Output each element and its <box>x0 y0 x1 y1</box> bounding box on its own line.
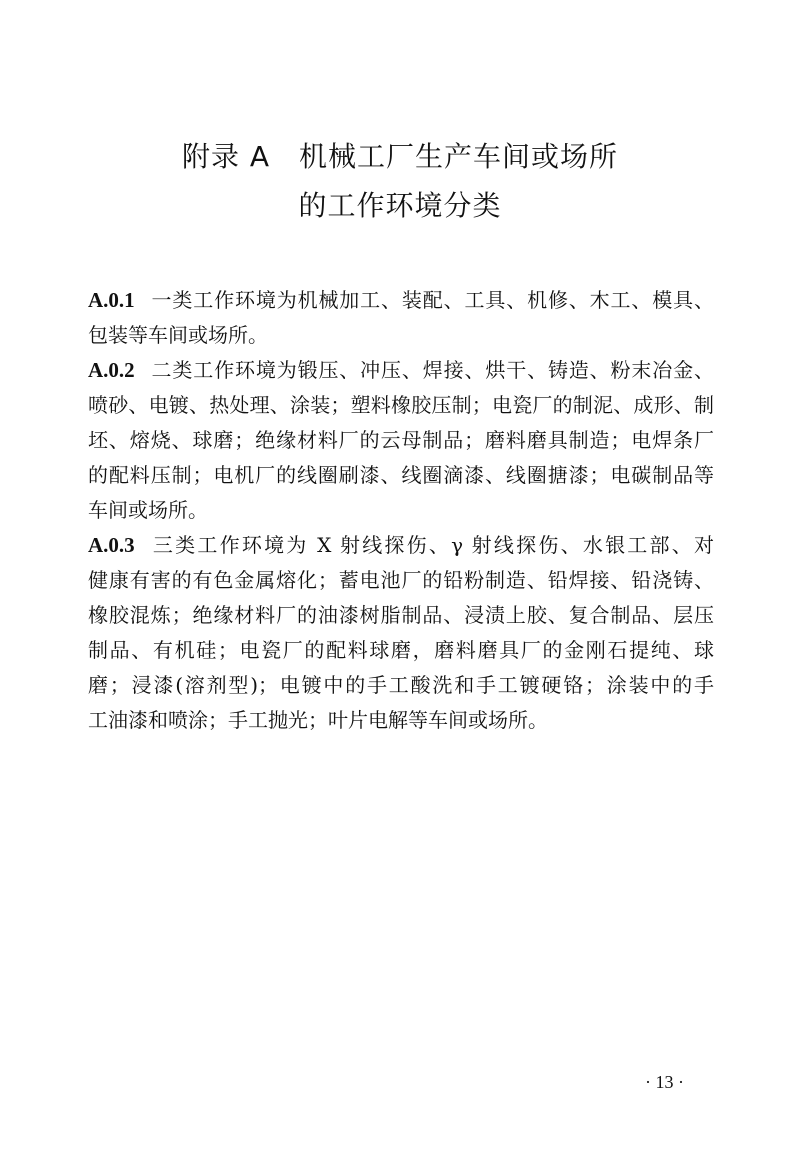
paragraph-line: 坯、熔烧、球磨；绝缘材料厂的云母制品；磨料磨具制造；电焊条厂 <box>88 428 714 452</box>
paragraph-line: 健康有害的有色金属熔化；蓄电池厂的铅粉制造、铅焊接、铅浇铸、 <box>88 568 714 592</box>
paragraph-line: 工油漆和喷涂；手工抛光；叶片电解等车间或场所。 <box>88 708 548 732</box>
clause-text: 一类工作环境为机械加工、装配、工具、机修、木工、模具、 <box>150 288 714 312</box>
page-number: · 13 · <box>645 1072 684 1092</box>
paragraph-line <box>88 353 714 388</box>
paragraph-line <box>88 528 714 563</box>
clause-label: A.0.3 <box>88 533 135 557</box>
paragraph-line: 磨；浸漆(溶剂型)；电镀中的手工酸洗和手工镀硬铬；涂装中的手 <box>88 673 714 697</box>
appendix-title-line-2: 的工作环境分类 <box>298 189 502 222</box>
document-body <box>88 283 714 738</box>
paragraph-line: 喷砂、电镀、热处理、涂装；塑料橡胶压制；电瓷厂的制泥、成形、制 <box>88 393 714 417</box>
clause-text: 二类工作环境为锻压、冲压、焊接、烘干、铸造、粉末冶金、 <box>150 358 714 382</box>
paragraph-line: 橡胶混炼；绝缘材料厂的油漆树脂制品、浸渍上胶、复合制品、层压 <box>88 603 714 627</box>
appendix-title-line-1: 附录 A 机械工厂生产车间或场所 <box>181 140 619 173</box>
paragraph-line <box>88 283 714 318</box>
paragraph-line: 包装等车间或场所。 <box>88 323 268 347</box>
paragraph-line: 的配料压制；电机厂的线圈刷漆、线圈滴漆、线圈搪漆；电碳制品等 <box>88 463 714 487</box>
clause-label: A.0.1 <box>88 288 135 312</box>
clause-label: A.0.2 <box>88 358 135 382</box>
clause-text: 三类工作环境为 X 射线探伤、γ 射线探伤、水银工部、对 <box>150 533 714 557</box>
paragraph-line: 车间或场所。 <box>88 498 208 522</box>
paragraph-line: 制品、有机硅；电瓷厂的配料球磨，磨料磨具厂的金刚石提纯、球 <box>88 638 714 662</box>
